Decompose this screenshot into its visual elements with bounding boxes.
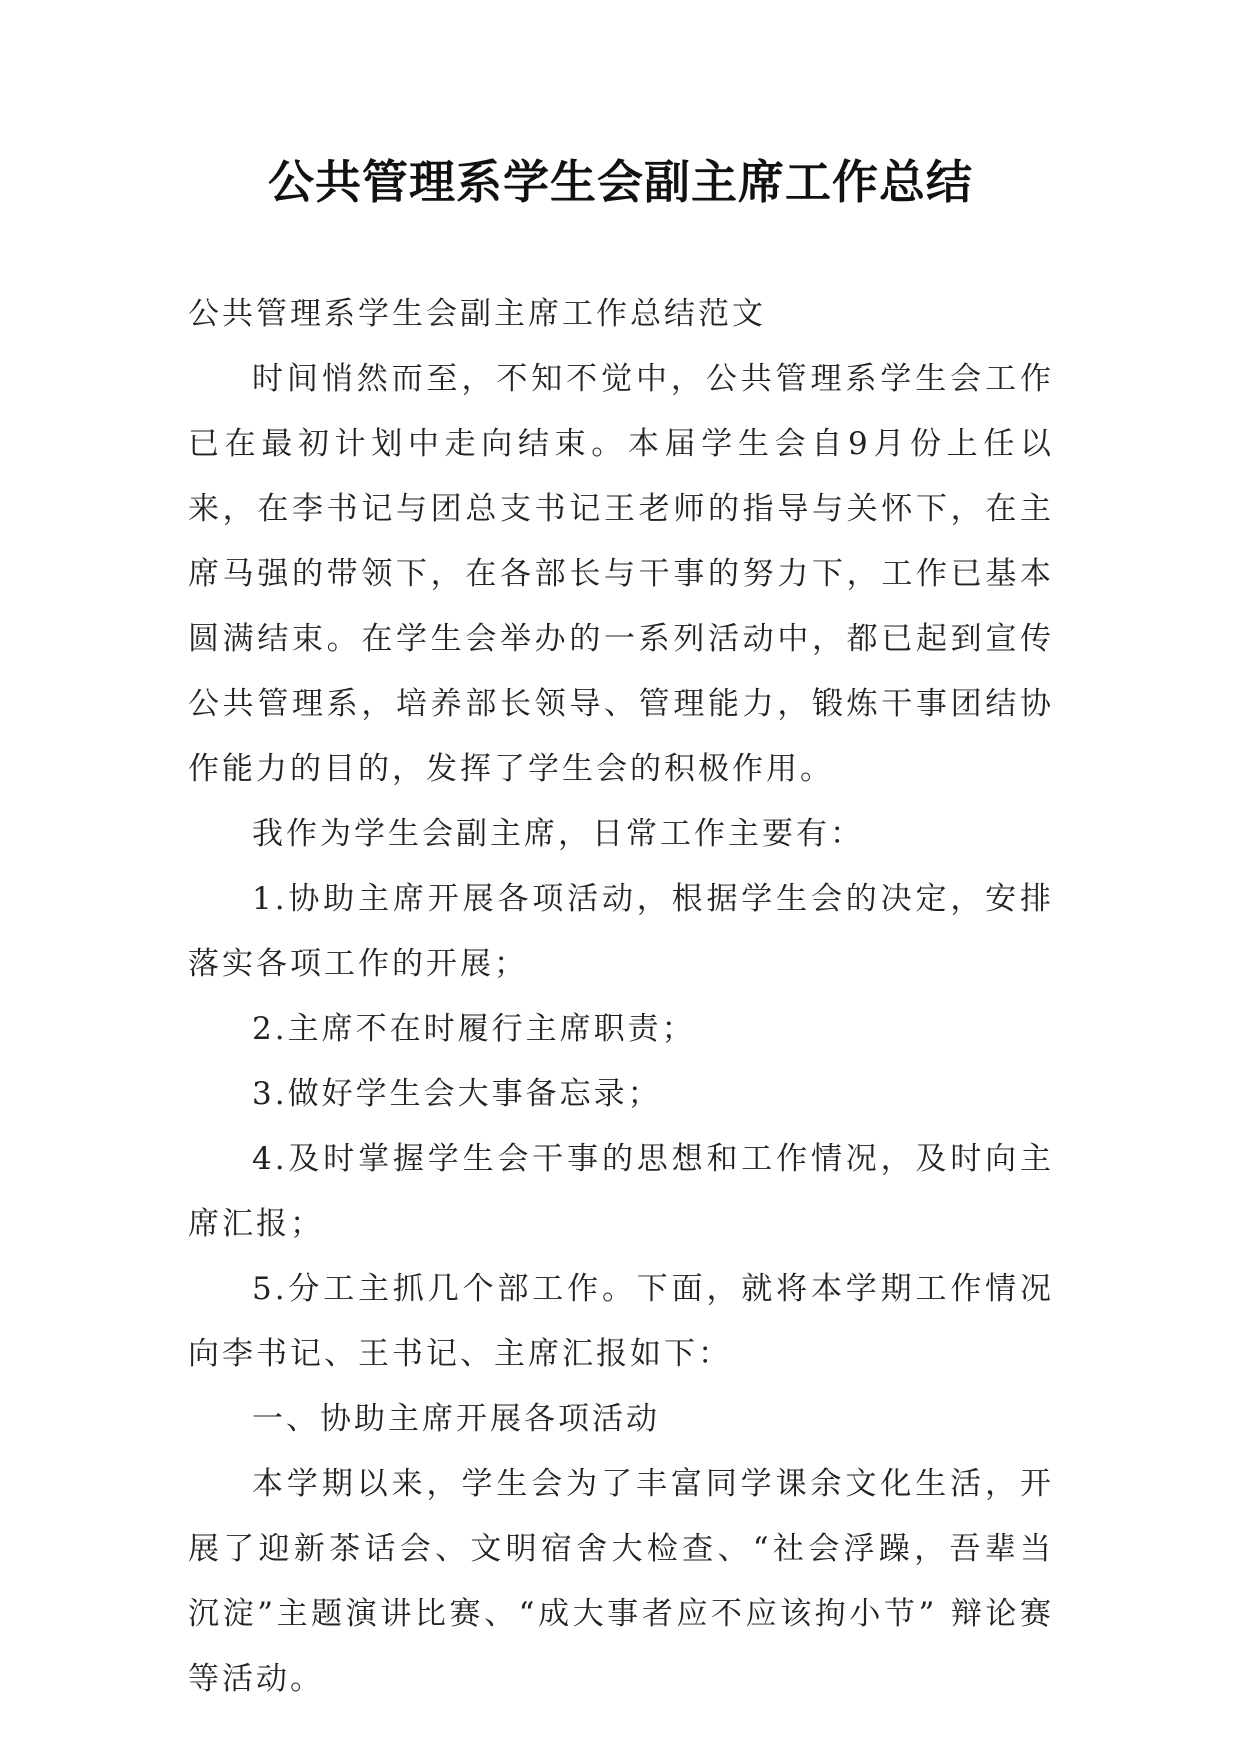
document-subtitle: 公共管理系学生会副主席工作总结范文 bbox=[188, 296, 766, 332]
list-item-1: 1.协助主席开展各项活动，根据学生会的决定，安排落实各项工作的开展； bbox=[188, 881, 1054, 982]
list-item-2: 2.主席不在时履行主席职责； bbox=[252, 1011, 696, 1047]
list-item-4: 4.及时掌握学生会干事的思想和工作情况，及时向主席汇报； bbox=[188, 1141, 1054, 1242]
document-body bbox=[188, 282, 1054, 1712]
list-item-3: 3.做好学生会大事备忘录； bbox=[252, 1076, 662, 1112]
document-title: 公共管理系学生会副主席工作总结 bbox=[268, 155, 973, 209]
paragraph-duties-lead: 我作为学生会副主席，日常工作主要有： bbox=[252, 816, 864, 852]
paragraph-intro: 时间悄然而至，不知不觉中，公共管理系学生会工作已在最初计划中走向结束。本届学生会自9月份上任以来，在李书记与团总支书记王老师的指导与关怀下，在主席马强的带领下，在各部长与干事的努力下，工作已基本圆满结束。在学生会举办的一系列活动中，都已起到宣传公共管理系，培养部长领导、管理能力，锻炼干事团结协作能力的目的，发挥了学生会的积极作用。 bbox=[188, 361, 1054, 787]
section-heading-1: 一、协助主席开展各项活动 bbox=[252, 1401, 660, 1437]
paragraph-activities: 本学期以来，学生会为了丰富同学课余文化生活，开展了迎新茶话会、文明宿舍大检查、“社会浮躁，吾辈当沉淀”主题演讲比赛、“成大事者应不应该拘小节” 辩论赛等活动。 bbox=[188, 1466, 1054, 1697]
list-item-5: 5.分工主抓几个部工作。下面，就将本学期工作情况向李书记、王书记、主席汇报如下： bbox=[188, 1271, 1054, 1372]
